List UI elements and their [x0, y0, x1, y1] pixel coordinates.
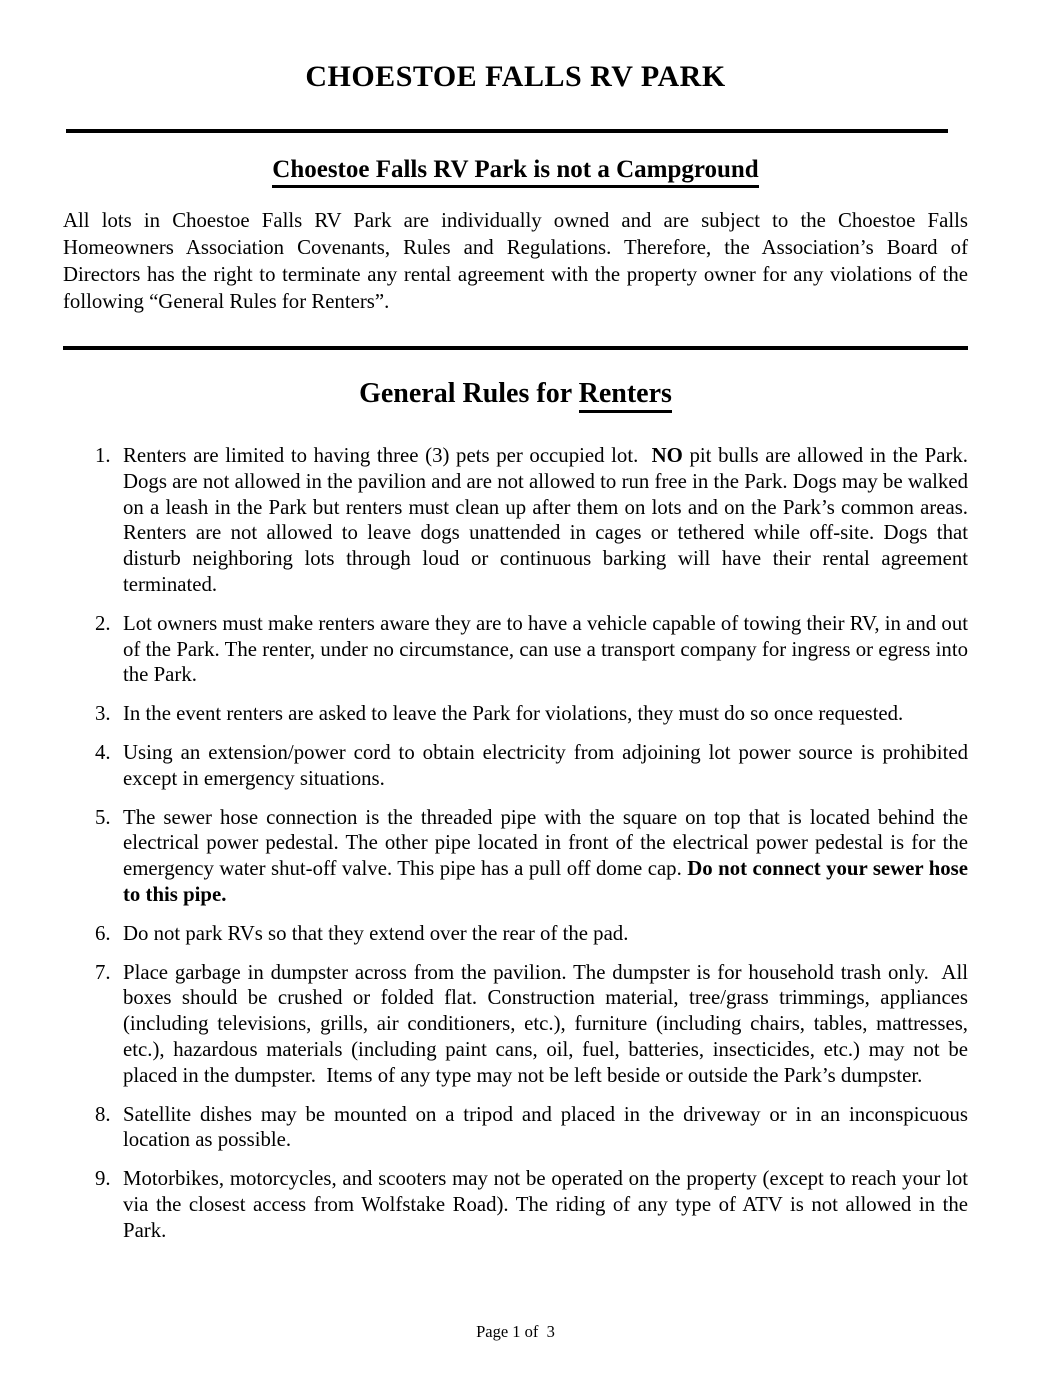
subtitle-heading	[63, 156, 968, 188]
rule-text-run: In the event renters are asked to leave the Park for violations, they must do so once requested.	[123, 702, 904, 726]
rule-item	[63, 1102, 974, 1154]
page-number-footer: Page 1 of 3	[476, 1322, 555, 1341]
rule-text-run: Satellite dishes may be mounted on a tripod and placed in the driveway or in an inconspicuous location as possible.	[123, 1102, 974, 1152]
rule-number: 6.	[95, 921, 111, 945]
rule-item	[63, 701, 968, 727]
rule-number: 7.	[95, 960, 111, 984]
rule-text	[123, 702, 903, 725]
divider-line-middle	[63, 346, 968, 350]
rule-text-run: Renters are limited to having three (3) pets per occupied lot.	[123, 444, 652, 467]
rule-text	[123, 612, 973, 687]
rule-item	[63, 1166, 974, 1243]
subtitle-text: Choestoe Falls RV Park is not a Campground	[272, 156, 758, 188]
rule-text	[123, 1103, 973, 1152]
rule-number: 2.	[95, 611, 111, 635]
section-heading	[63, 378, 968, 413]
rule-number: 8.	[95, 1102, 111, 1126]
rule-number: 5.	[95, 805, 111, 829]
rule-number: 1.	[95, 444, 111, 467]
rule-text-run: Motorbikes, motorcycles, and scooters may not be operated on the property (except to reach your lot via the closest access from Wolfstake Road). The riding of any type of ATV is not allowed in the Park.	[123, 1167, 974, 1242]
rule-number: 3.	[95, 702, 111, 726]
rule-number: 4.	[95, 740, 111, 764]
section-heading-prefix: General Rules for	[359, 378, 579, 409]
rule-text	[123, 806, 973, 906]
rule-item	[63, 960, 974, 1089]
document-title: CHOESTOE FALLS RV PARK	[305, 60, 726, 93]
rule-text-run: The sewer hose connection is the threaded pipe with the square on top that is located behind the electrical power pedestal. The other pipe located in front of the electrical power pedestal is for the emergency water shut-off valve. This pipe has a pull off dome cap.	[123, 805, 974, 881]
rules-list	[63, 443, 979, 1244]
rule-item	[63, 921, 968, 947]
rule-text-run: Place garbage in dumpster across from the pavilion. The dumpster is for household trash only. All boxes should be crushed or folded flat. Construction material, tree/grass trimmings, appliances (including televisions, grills, air conditioners, etc.), furniture (including chairs, tables, mattresses, etc.), hazardous materials (including paint cans, oil, fuel, batteries, insecticides, etc.) may not be placed in the dumpster. Items of any type may not be left beside or outside the Park’s dumpster.	[123, 960, 974, 1087]
rule-text-run: Do not park RVs so that they extend over the rear of the pad.	[123, 921, 629, 945]
rule-text-bold-run: Do not connect your sewer hose to this pipe.	[123, 857, 974, 906]
section-heading-underlined: Renters	[579, 378, 672, 413]
rule-text-run: Lot owners must make renters aware they are to have a vehicle capable of towing their RV, in and out of the Park. The renter, under no circumstance, can use a transport company for ingress or egress into the Park.	[123, 611, 974, 687]
intro-paragraph: All lots in Choestoe Falls RV Park are individually owned and are subject to the Choestoe Falls Homeowners Association Covenants, Rules and Regulations. Therefore, the Association’s Board of Directors has the right to terminate any rental agreement with the property owner for any violations of the following “General Rules for Renters”.	[63, 209, 974, 313]
rule-text-run: pit bulls are allowed in the Park. Dogs are not allowed in the pavilion and are not allowed to run free in the Park. Dogs may be walked on a leash in the Park but renters must clean up after them on lots and on the Park’s common areas. Renters are not allowed to leave dogs unattended in cages or tethered while off-site. Dogs that disturb neighboring lots through loud or continuous barking will have their rental agreement terminated.	[123, 444, 979, 596]
rule-number: 9.	[95, 1167, 111, 1191]
rule-item	[63, 740, 974, 792]
rule-text-bold-run: NO	[651, 444, 683, 467]
divider-line-top	[66, 129, 948, 133]
rule-item	[63, 443, 979, 598]
rule-text-run: Using an extension/power cord to obtain electricity from adjoining lot power source is prohibited except in emergency situations.	[123, 740, 974, 790]
rule-text	[123, 1167, 973, 1242]
rule-text	[123, 961, 973, 1087]
rule-text	[123, 741, 973, 790]
rule-text	[123, 922, 628, 945]
rule-item	[63, 805, 974, 908]
rule-item	[63, 611, 974, 688]
rule-text	[123, 444, 978, 596]
